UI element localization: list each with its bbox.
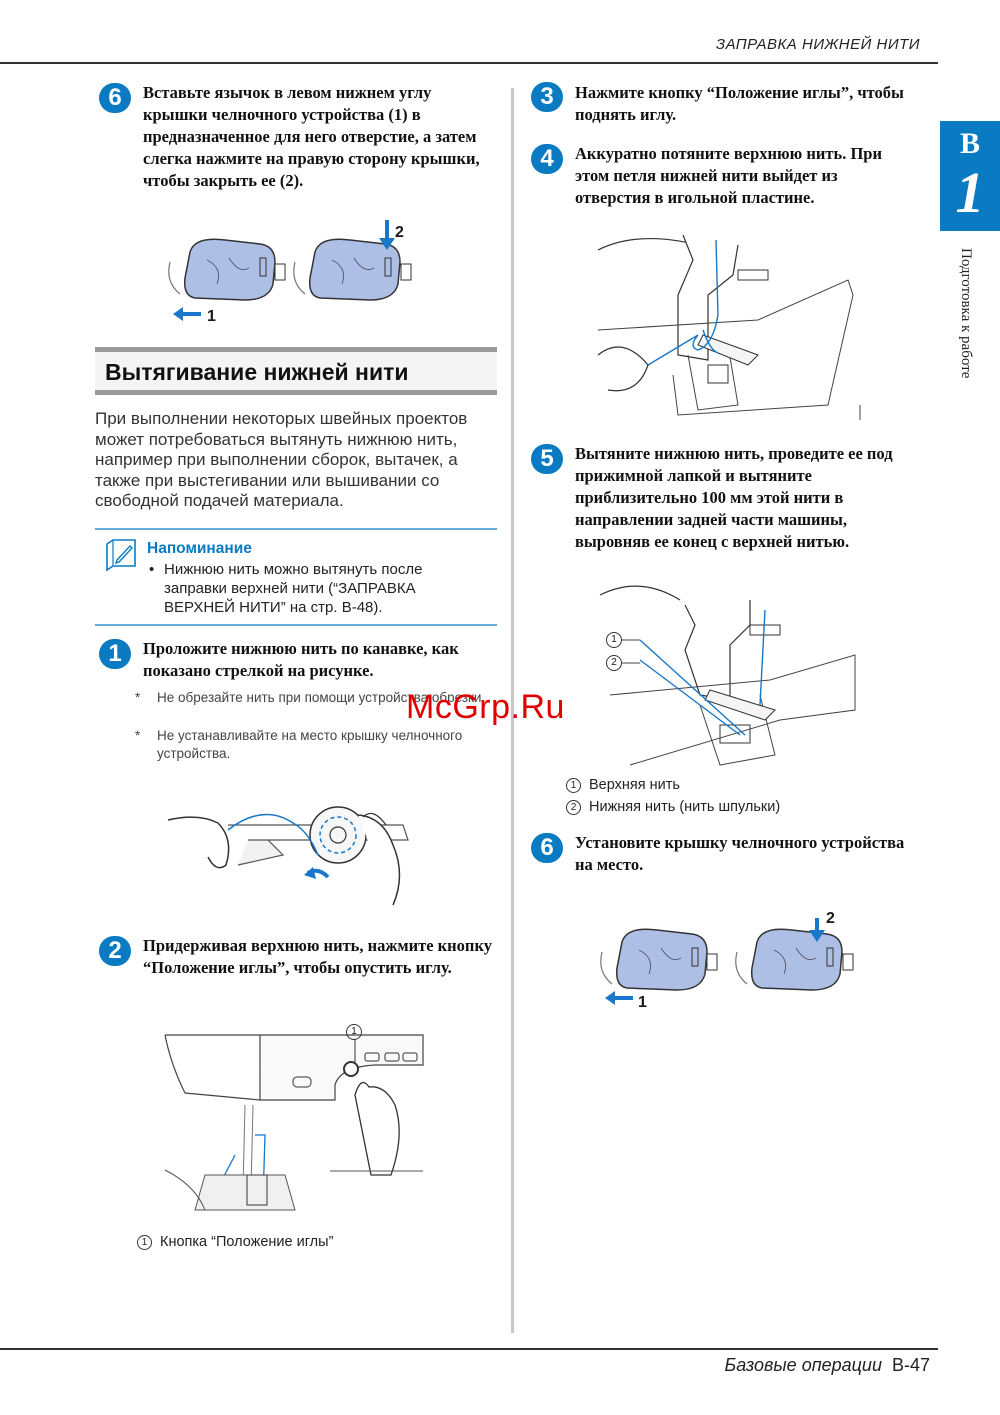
- footer: [725, 1355, 930, 1376]
- step-instruction: Придерживая верхнюю нить, нажмите кнопку “Положение иглы”, чтобы опустить иглу.: [143, 936, 492, 977]
- figure-caption: 1 Кнопка “Положение иглы”: [137, 1234, 333, 1250]
- bobbin-illustration: [168, 795, 418, 905]
- intro-paragraph: При выполнении некоторых швейных проектов может потребоваться вытянуть нижнюю нить, например при выполнении сборок, вытачек, а также при выстегивании или вышивании со свободной подачей материала.: [95, 409, 468, 510]
- note-top-rule: [95, 528, 497, 530]
- step-badge: 5: [531, 444, 563, 474]
- step-badge: 1: [99, 639, 131, 669]
- note-text: Нижнюю нить можно вытянуть после заправки верхней нити (“ЗАПРАВКА ВЕРХНЕЙ НИТИ” на стр. B-48).: [164, 561, 423, 616]
- step-instruction: Нажмите кнопку “Положение иглы”, чтобы поднять иглу.: [575, 83, 904, 124]
- cover-illustration-right: [597, 912, 862, 1012]
- needle-button-illustration: [165, 1025, 425, 1215]
- cover-label-1: 1: [207, 308, 216, 325]
- running-header: ЗАПРАВКА НИЖНЕЙ НИТИ: [715, 36, 920, 53]
- callout-needle-button: 1: [346, 1024, 362, 1040]
- section-title: Вытягивание нижней нити: [105, 359, 409, 385]
- chapter-side-label: Подготовка к работе: [958, 248, 974, 379]
- chapter-number: 1: [955, 160, 985, 225]
- section-heading-box: [95, 347, 497, 395]
- note-body: [149, 560, 489, 617]
- note-bullet: •: [149, 561, 155, 578]
- callout-lower-thread: 2: [606, 655, 622, 671]
- step-badge: 2: [99, 936, 131, 966]
- memo-icon: [104, 538, 138, 570]
- step-badge: 4: [531, 144, 563, 174]
- note-title: Напоминание: [147, 540, 252, 557]
- step-instruction: Вставьте язычок в левом нижнем углу крышки челночного устройства (1) в предназначенное для него отверстие, а затем слегка нажмите на правую сторону крышки, чтобы закрыть ее (2).: [143, 83, 480, 190]
- chapter-letter: B: [959, 127, 980, 160]
- chapter-tab[interactable]: [940, 121, 1000, 231]
- step-instruction: Аккуратно потяните верхнюю нить. При этом петля нижней нити выйдет из отверстия в игольной пластине.: [575, 144, 882, 207]
- step-note: * Не устанавливайте на место крышку челночного устройства.: [135, 728, 463, 761]
- figure-caption: 1 Верхняя нить: [566, 777, 680, 793]
- caption-number: 1: [137, 1235, 152, 1250]
- cover-label-2: 2: [395, 224, 404, 241]
- note-bottom-rule: [95, 624, 497, 626]
- caption-number: 1: [566, 778, 581, 793]
- footer-rule: [0, 1348, 938, 1350]
- watermark: McGrp.Ru: [406, 688, 565, 726]
- step-instruction: Установите крышку челночного устройства на место.: [575, 833, 905, 874]
- thread-pull-illustration: [598, 235, 863, 425]
- cover-label-1: 1: [638, 994, 647, 1011]
- step-instruction: Вытяните нижнюю нить, проведите ее под прижимной лапкой и вытяните приблизительно 100 мм этой нити в направлении задней части машины, выровняв ее конец с верхней нитью.: [575, 444, 893, 551]
- header-rule: [0, 62, 938, 64]
- step-note: * Не обрезайте нить при помощи устройства обрезки.: [135, 690, 486, 705]
- step-badge: 3: [531, 82, 563, 112]
- figure-caption: 2 Нижняя нить (нить шпульки): [566, 799, 780, 815]
- footer-title: Базовые операции: [724, 1355, 882, 1375]
- step-instruction: Проложите нижнюю нить по канавке, как показано стрелкой на рисунке.: [143, 639, 459, 680]
- callout-upper-thread: 1: [606, 632, 622, 648]
- step-badge: 6: [99, 83, 131, 113]
- cover-illustration-left: [165, 222, 415, 322]
- cover-label-2: 2: [826, 910, 835, 927]
- thread-under-foot-illustration: [600, 585, 860, 770]
- caption-number: 2: [566, 800, 581, 815]
- page-number: B-47: [891, 1355, 930, 1375]
- step-badge: 6: [531, 833, 563, 863]
